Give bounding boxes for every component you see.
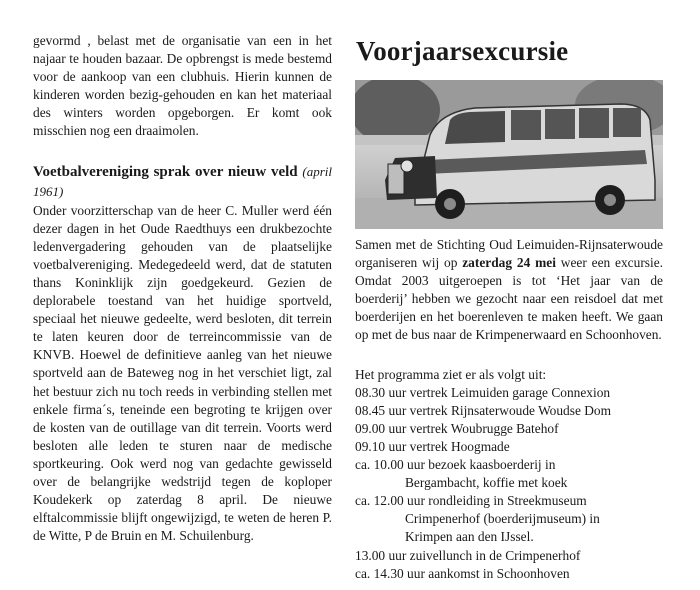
program-item: ca. 10.00 uur bezoek kaasboerderij in	[355, 457, 556, 473]
bus-headlight	[401, 160, 413, 172]
bus-window	[613, 108, 641, 137]
program-item-continued: Crimpenerhof (boerderijmuseum) in	[405, 511, 600, 527]
page-title: Voorjaarsexcursie	[356, 36, 569, 66]
article-body: Onder voorzitterschap van de heer C. Muller werd één dezer dagen in het Oude Raedthuys een drukbezochte ledenvergadering gehouden van de plaatselijke voetbalvereniging. Medegedeeld werd, dat de statuten thans Koninklijk zijn goedgekeurd. Gezien de deplorabele toestand van het huidige sportveld, speciaal het nieuwe gedeelte, werd besloten, dit terrein te laten keuren door de terreincommissie van de KNVB. Hoewel de definitieve aanleg van het nieuwe sportveld aan de Bateweg nog in het verschiet ligt, zal het bestuur zich nu toch reeds in verbinding stellen met enkele firma´s, teneinde een begroting te krijgen over de kosten van de outillage van dit terrein. Voorts werd besloten alle leden te sturen naar de medische sportkeuring. Ook werd nog van gedachte gewisseld over de belangrijke wedstrijd tegen de koploper Koudekerk op zaterdag 8 april. De nieuwe elftalcommissie blijft ongewijzigd, te weten de heren P. de Witte, P de Bruin en M. Schuilenburg.	[33, 202, 332, 544]
excursion-date: zaterdag 24 mei	[462, 255, 556, 271]
excursion-intro	[355, 236, 663, 345]
program-item-continued: Krimpen aan den IJssel.	[405, 529, 534, 545]
program-item: 09.10 uur vertrek Hoogmade	[355, 438, 510, 454]
program-item: 08.30 uur vertrek Leimuiden garage Connexion	[355, 384, 611, 400]
bus-window	[579, 108, 609, 138]
program-item: ca. 14.30 uur aankomst in Schoonhoven	[355, 565, 570, 581]
bus-hubcap-rear	[604, 194, 616, 206]
bus-photo	[355, 80, 663, 229]
program-item: 09.00 uur vertrek Woubrugge Batehof	[355, 420, 559, 436]
bus-hubcap-front	[444, 198, 456, 210]
intro-paragraph: gevormd , belast met de organisatie van een in het najaar te houden bazaar. De opbrengst is mede bestemd voor de aankoop van een clubhuis. Hierin kunnen de kinderen worden bezig-gehouden en kan het materiaal des winters worden opgeborgen. Er komt ook misschien nog een draaimolen.	[33, 33, 332, 139]
bus-illustration	[355, 80, 663, 229]
intro-before: Samen met de Stichting Oud Leimuiden-Rijnsaterwoude organiseren wij op	[355, 237, 663, 271]
right-column	[355, 32, 663, 583]
program-item: 13.00 uur zuivellunch in de Crimpenerhof	[355, 547, 581, 563]
article-date: (april 1961)	[33, 163, 333, 199]
program-item: ca. 12.00 uur rondleiding in Streekmuseum	[355, 493, 587, 509]
program-list	[355, 384, 663, 583]
intro-after: weer een excursie. Omdat 2003 uitgeroepen is tot ‘Het jaar van de boerderij’ hebben we gezocht naar een reisdoel dat met boerderijen en het boerenleven te maken heeft. We gaan op met de bus naar de Krimpenerwaard en Schoonhoven.	[355, 255, 663, 343]
article-heading-text: Voetbalvereniging sprak over nieuw veld	[33, 163, 298, 180]
bus-window	[511, 110, 541, 140]
bus-window	[545, 109, 575, 139]
left-column	[33, 32, 332, 545]
program-item: 08.45 uur vertrek Rijnsaterwoude Woudse Dom	[355, 402, 612, 418]
article-heading	[33, 162, 332, 202]
program-item-continued: Bergambacht, koffie met koek	[405, 475, 568, 491]
program-heading: Het programma ziet er als volgt uit:	[355, 366, 547, 382]
